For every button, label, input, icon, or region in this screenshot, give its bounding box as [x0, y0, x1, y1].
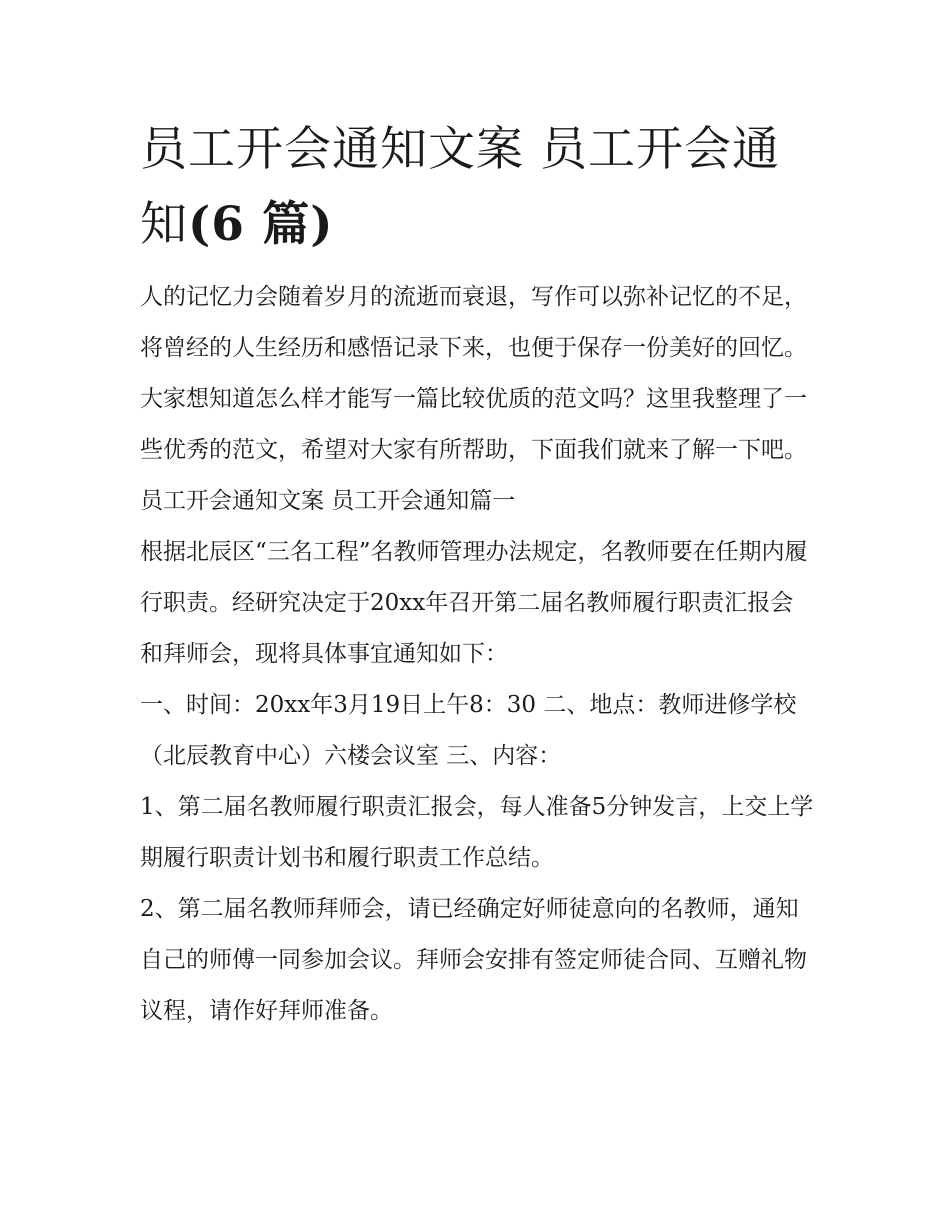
section-heading: 员工开会通知文案 员工开会通知篇一: [140, 488, 516, 514]
body-paragraph: 一、时间：20xx年3月19日上午8：30 二、地点：教师进修学校（北辰教育中心）六楼会议室 三、内容：: [140, 692, 797, 769]
title-count: (6 篇): [188, 197, 334, 252]
document-page: [140, 112, 815, 1037]
intro-paragraph: 人的记忆力会随着岁月的流逝而衰退，写作可以弥补记忆的不足，将曾经的人生经历和感悟记录下来，也便于保存一份美好的回忆。大家想知道怎么样才能写一篇比较优质的范文吗？这里我整理了一些优秀的范文，希望对大家有所帮助，下面我们就来了解一下吧。: [140, 284, 807, 463]
title-main: 员工开会通知文案 员工开会通知: [140, 122, 780, 252]
body-paragraph: 2、第二届名教师拜师会，请已经确定好师徒意向的名教师，通知自己的师傅一同参加会议。拜师会安排有签定师徒合同、互赠礼物议程，请作好拜师准备。: [140, 896, 807, 1024]
document-title: [140, 112, 815, 262]
body-paragraph: 根据北辰区“三名工程”名教师管理办法规定，名教师要在任期内履行职责。经研究决定于20xx年召开第二届名教师履行职责汇报会和拜师会，现将具体事宜通知如下：: [140, 539, 808, 667]
body-paragraph: 1、第二届名教师履行职责汇报会，每人准备5分钟发言，上交上学期履行职责计划书和履行职责工作总结。: [140, 794, 814, 871]
